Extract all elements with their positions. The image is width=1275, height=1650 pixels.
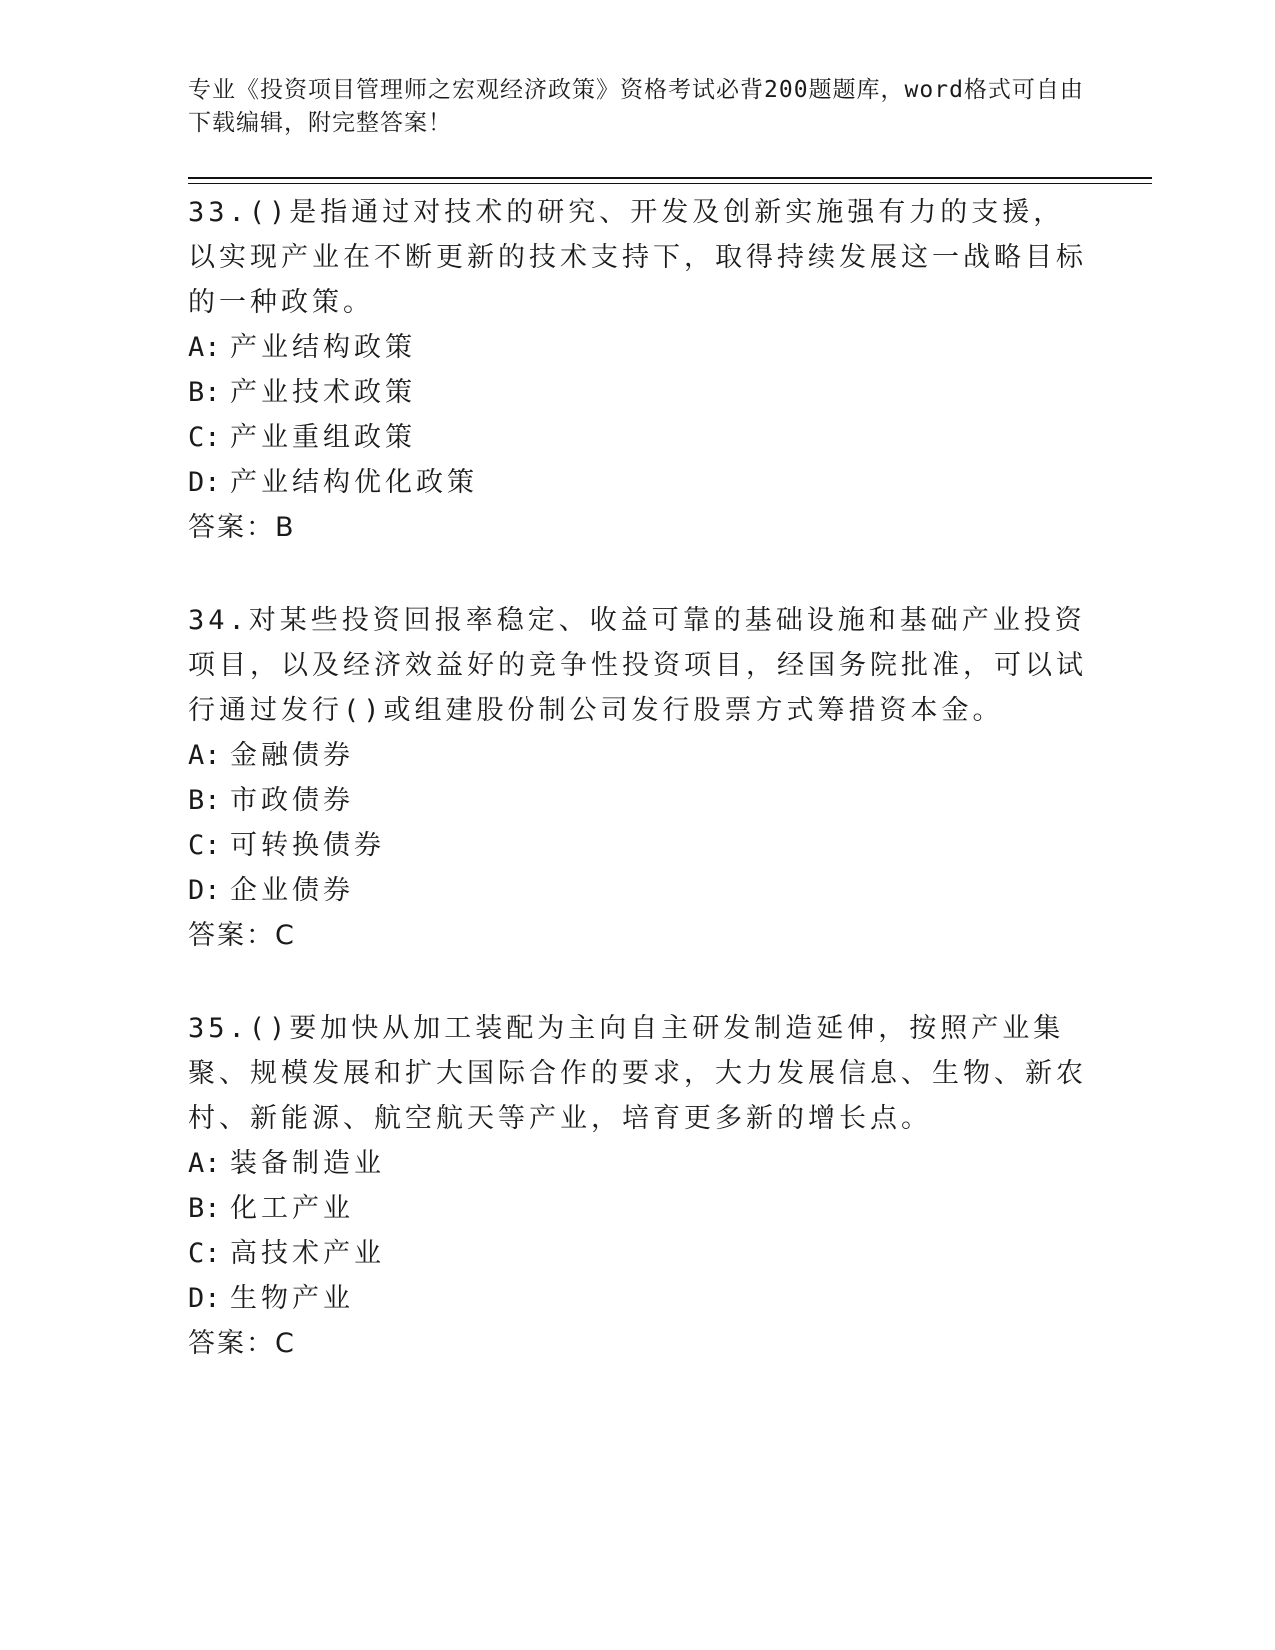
- option-text: 产业重组政策: [230, 422, 416, 453]
- option-c: [188, 1231, 1088, 1276]
- answer: 答案：C: [188, 920, 296, 951]
- option-label: D:: [188, 467, 221, 498]
- option-text: 金融债券: [230, 740, 354, 771]
- option-text: 高技术产业: [230, 1238, 385, 1269]
- option-b: [188, 778, 1088, 823]
- question-text: 35.()要加快从加工装配为主向自主研发制造延伸，按照产业集聚、规模发展和扩大国际合作的要求，大力发展信息、生物、新农村、新能源、航空航天等产业，培育更多新的增长点。: [188, 1013, 1087, 1134]
- option-text: 市政债券: [230, 785, 354, 816]
- option-label: A:: [188, 332, 221, 363]
- option-d: [188, 1276, 1088, 1321]
- option-text: 装备制造业: [230, 1148, 385, 1179]
- option-d: [188, 868, 1088, 913]
- option-d: [188, 460, 1088, 505]
- option-label: A:: [188, 740, 221, 771]
- option-text: 化工产业: [230, 1193, 354, 1224]
- option-c: [188, 415, 1088, 460]
- question-33: [188, 190, 1088, 550]
- option-label: B:: [188, 785, 221, 816]
- option-b: [188, 370, 1088, 415]
- option-text: 可转换债券: [230, 830, 385, 861]
- question-34: [188, 598, 1088, 958]
- option-text: 产业结构政策: [230, 332, 416, 363]
- option-label: C:: [188, 422, 221, 453]
- header-rule-thick: [188, 177, 1152, 179]
- question-35: [188, 1006, 1088, 1366]
- option-label: D:: [188, 875, 221, 906]
- option-label: C:: [188, 1238, 221, 1269]
- option-label: B:: [188, 377, 221, 408]
- option-label: A:: [188, 1148, 221, 1179]
- header-rule-thin: [188, 183, 1152, 184]
- option-a: [188, 733, 1088, 778]
- answer: 答案：C: [188, 1328, 296, 1359]
- document-header: 专业《投资项目管理师之宏观经济政策》资格考试必背200题题库，word格式可自由下载编辑，附完整答案！: [188, 77, 1084, 136]
- option-text: 产业技术政策: [230, 377, 416, 408]
- question-list: [188, 190, 1088, 1414]
- option-c: [188, 823, 1088, 868]
- question-text: 33.()是指通过对技术的研究、开发及创新实施强有力的支援，以实现产业在不断更新的技术支持下，取得持续发展这一战略目标的一种政策。: [188, 197, 1087, 318]
- option-label: C:: [188, 830, 221, 861]
- option-label: D:: [188, 1283, 221, 1314]
- option-b: [188, 1186, 1088, 1231]
- option-a: [188, 325, 1088, 370]
- option-a: [188, 1141, 1088, 1186]
- option-text: 产业结构优化政策: [230, 467, 478, 498]
- option-label: B:: [188, 1193, 221, 1224]
- question-text: 34.对某些投资回报率稳定、收益可靠的基础设施和基础产业投资项目，以及经济效益好的竞争性投资项目，经国务院批准，可以试行通过发行()或组建股份制公司发行股票方式筹措资本金。: [188, 605, 1087, 726]
- option-text: 生物产业: [230, 1283, 354, 1314]
- option-text: 企业债券: [230, 875, 354, 906]
- answer: 答案：B: [188, 512, 296, 543]
